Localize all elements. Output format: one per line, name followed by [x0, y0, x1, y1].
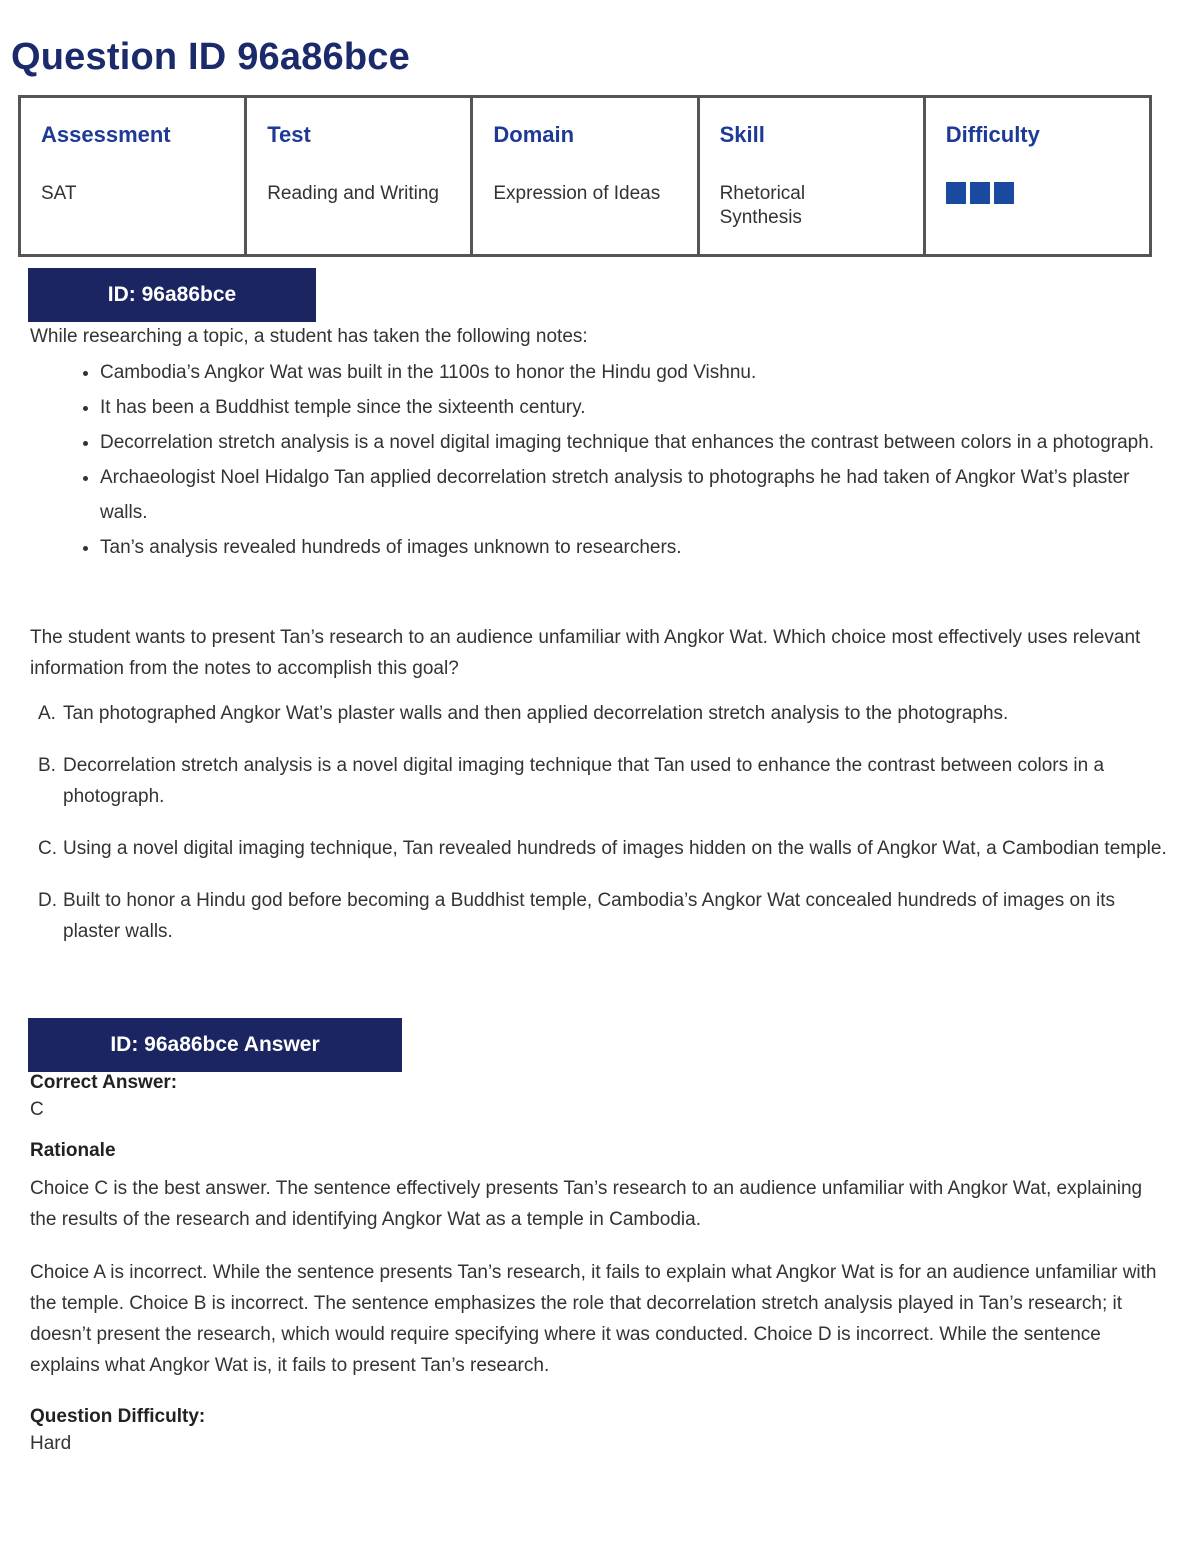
meta-header: Skill	[719, 122, 765, 147]
difficulty-indicator	[946, 182, 1149, 204]
choice-b[interactable]	[38, 750, 1168, 812]
difficulty-bar	[994, 182, 1014, 204]
choice-letter: C.	[38, 838, 57, 859]
meta-assessment	[20, 97, 246, 256]
note-item: • Archaeologist Noel Hidalgo Tan applied decorrelation stretch analysis to photographs he had taken of Angkor Wat’s plaster walls.	[100, 460, 1160, 530]
question-prompt: The student wants to present Tan’s research to an audience unfamiliar with Angkor Wat. Which choice most effectively uses relevant information from the notes to accomplish this goal?	[30, 627, 1141, 679]
difficulty-value: Hard	[30, 1433, 72, 1454]
choice-letter: D.	[38, 890, 57, 911]
difficulty-bar	[970, 182, 990, 204]
meta-header: Domain	[493, 122, 575, 147]
choice-d[interactable]	[38, 885, 1168, 947]
rationale-paragraph: Choice A is incorrect. While the sentence presents Tan’s research, it fails to explain what Angkor Wat is for an audience unfamiliar with the temple. Choice B is incorrect. The sentence emphasizes the role that decorrelation stretch analysis played in Tan’s research; it doesn’t present the research, which would require specifying where it was conducted. Choice D is incorrect. While the sentence explains what Angkor Wat is, it fails to present Tan’s research.	[30, 1262, 1157, 1376]
choice-text: Tan photographed Angkor Wat’s plaster walls and then applied decorrelation stretch analysis to the photographs.	[63, 703, 1009, 724]
difficulty-label: Question Difficulty:	[30, 1406, 206, 1427]
answer-choices	[38, 698, 1168, 968]
choice-letter: B.	[38, 755, 56, 776]
meta-value: Expression of Ideas	[493, 183, 661, 204]
question-meta-table	[18, 95, 1152, 257]
meta-difficulty	[924, 97, 1150, 256]
rationale-paragraph: Choice C is the best answer. The sentence effectively presents Tan’s research to an audience unfamiliar with Angkor Wat, explaining the results of the research and identifying Angkor Wat as a temple in Cambodia.	[30, 1178, 1143, 1230]
notes-list	[70, 355, 1160, 565]
meta-value: SAT	[41, 183, 77, 204]
answer-id-banner: ID: 96a86bce Answer	[28, 1018, 402, 1072]
note-item: • Decorrelation stretch analysis is a novel digital imaging technique that enhances the contrast between colors in a photograph.	[100, 425, 1160, 460]
correct-answer-value: C	[30, 1099, 44, 1120]
question-id-banner: ID: 96a86bce	[28, 268, 316, 322]
meta-value: Rhetorical Synthesis	[719, 183, 806, 228]
correct-answer-label: Correct Answer:	[30, 1072, 178, 1093]
notes-intro: While researching a topic, a student has taken the following notes:	[30, 326, 588, 347]
meta-header: Test	[267, 122, 311, 147]
meta-header: Difficulty	[945, 122, 1040, 147]
meta-skill	[698, 97, 924, 256]
note-item: • Tan’s analysis revealed hundreds of images unknown to researchers.	[100, 530, 1160, 565]
note-item: • It has been a Buddhist temple since the sixteenth century.	[100, 390, 1160, 425]
page-title: Question ID 96a86bce	[11, 36, 410, 78]
choice-text: Using a novel digital imaging technique, Tan revealed hundreds of images hidden on the walls of Angkor Wat, a Cambodian temple.	[63, 838, 1167, 859]
meta-value: Reading and Writing	[267, 183, 439, 204]
choice-a[interactable]	[38, 698, 1168, 729]
choice-c[interactable]	[38, 833, 1168, 864]
choice-text: Built to honor a Hindu god before becoming a Buddhist temple, Cambodia’s Angkor Wat concealed hundreds of images on its plaster walls.	[63, 890, 1115, 942]
meta-test	[246, 97, 472, 256]
rationale-heading: Rationale	[30, 1140, 116, 1161]
note-item: • Cambodia’s Angkor Wat was built in the 1100s to honor the Hindu god Vishnu.	[100, 355, 1160, 390]
meta-header: Assessment	[41, 122, 171, 147]
meta-domain	[472, 97, 698, 256]
choice-text: Decorrelation stretch analysis is a novel digital imaging technique that Tan used to enhance the contrast between colors in a photograph.	[63, 755, 1105, 807]
choice-letter: A.	[38, 703, 56, 724]
difficulty-bar	[946, 182, 966, 204]
